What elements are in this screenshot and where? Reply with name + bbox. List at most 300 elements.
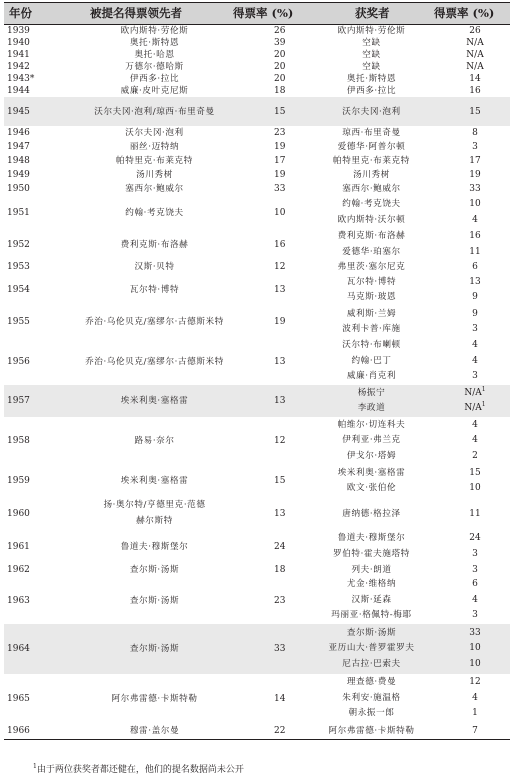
- table-row: [4, 274, 510, 306]
- winner-cell-line: 奥托·斯特恩: [346, 74, 397, 84]
- winner-pct-cell-line: 4: [472, 435, 478, 446]
- footnote: [33, 762, 244, 775]
- nominee-pct-cell: 20: [274, 50, 286, 60]
- year-cell: 1962: [7, 565, 30, 575]
- nominee-cell-line: 万德尔·德哈斯: [125, 62, 184, 72]
- winner-cell-line: 塞西尔·鲍威尔: [342, 184, 401, 194]
- winner-pct-cell-line: 9: [472, 308, 478, 319]
- year-cell: 1964: [7, 644, 30, 654]
- winner-cell: [304, 260, 439, 274]
- nominee-pct-cell: 24: [274, 541, 286, 552]
- winner-cell: [304, 338, 439, 385]
- table-row: [4, 229, 510, 260]
- winner-cell-line: 欧文·张伯伦: [346, 483, 397, 493]
- winner-cell-line: 亚历山大·普罗霍罗夫: [328, 643, 415, 654]
- table-row: [4, 465, 510, 497]
- nomination-table: [4, 2, 510, 740]
- winner-pct-cell-line: 10: [469, 483, 481, 493]
- winner-cell: [304, 465, 439, 497]
- winner-pct-cell-line: 10: [469, 658, 481, 669]
- nominee-cell-line: 阿尔弗雷德·卡斯特勒: [111, 693, 198, 704]
- winner-pct-cell-line: 13: [469, 276, 481, 287]
- nominee-cell-line: 费利克斯·布洛赫: [120, 239, 189, 250]
- nominee-pct-cell: 12: [274, 262, 286, 272]
- winner-pct-cell-line: 1: [472, 708, 478, 719]
- winner-pct-cell: [456, 260, 494, 274]
- footnote-ref: 1: [481, 385, 486, 393]
- year-cell: 1952: [7, 239, 30, 250]
- winner-pct-cell-line: $N/A^1$: [464, 401, 486, 413]
- nominee-cell: [52, 674, 257, 723]
- winner-pct-cell-line: 6: [472, 579, 478, 590]
- winner-cell: [304, 497, 439, 530]
- winner-pct-cell-line: N/A: [466, 50, 484, 60]
- winner-pct-cell-line: 4: [472, 692, 478, 703]
- winner-cell-line: 伊戈尔·塔姆: [346, 450, 397, 461]
- nominee-cell: [52, 196, 257, 229]
- nominee-pct-cell: 13: [274, 396, 286, 406]
- nominee-cell: [52, 97, 257, 126]
- year-cell: 1956: [7, 356, 30, 367]
- winner-pct-cell-line: 3: [472, 371, 478, 382]
- nominee-pct-cell: 15: [274, 476, 286, 486]
- winner-pct-cell-line: 3: [472, 142, 478, 152]
- table-row: [4, 674, 510, 723]
- year-cell: 1945: [7, 106, 30, 117]
- winner-cell-line: 爱德华·珀塞尔: [342, 246, 401, 257]
- winner-cell-line: 尤金·维格纳: [346, 579, 397, 590]
- nominee-cell: [52, 497, 257, 530]
- table-row: [4, 25, 510, 37]
- winner-cell-line: 欧内斯特·沃尔顿: [337, 214, 406, 225]
- nominee-cell: [52, 274, 257, 306]
- nominee-cell: [52, 385, 257, 417]
- winner-pct-cell-line: 3: [472, 610, 478, 621]
- winner-cell: [304, 73, 439, 85]
- winner-pct-cell-line: 3: [472, 324, 478, 334]
- winner-pct-cell: [456, 168, 494, 182]
- winner-pct-cell-line: 4: [472, 214, 478, 225]
- nominee-pct-cell: 17: [274, 156, 286, 166]
- table-row: [4, 260, 510, 274]
- nominee-cell-line: 帕特里克·布莱克特: [116, 156, 193, 166]
- nominee-pct-cell: 33: [274, 644, 286, 654]
- winner-cell: [304, 674, 439, 723]
- winner-pct-cell-line: 24: [469, 533, 481, 543]
- winner-cell: [304, 563, 439, 577]
- nominee-cell-line: 埃米利奥·塞格雷: [120, 476, 189, 486]
- year-cell: 1942: [7, 62, 30, 72]
- winner-cell: [304, 577, 439, 624]
- year-cell: 1940: [7, 38, 30, 48]
- winner-pct-cell: [456, 563, 494, 577]
- winner-cell-line: 唐纳德·格拉泽: [342, 508, 401, 519]
- winner-pct-cell-line: 7: [472, 726, 478, 736]
- year-cell: 1941: [7, 50, 30, 60]
- winner-pct-cell-line: N/A: [466, 62, 484, 72]
- table-row: [4, 196, 510, 229]
- nominee-cell: [52, 338, 257, 385]
- table-row: [4, 624, 510, 674]
- table-row: [4, 49, 510, 61]
- nominee-pct-cell: 16: [274, 239, 286, 250]
- nominee-cell-line: 查尔斯·汤斯: [129, 644, 180, 654]
- nominee-cell-line: 扬·奥尔特/亨德里克·范德: [103, 500, 206, 510]
- winner-cell-line: 伊西多·拉比: [346, 86, 397, 96]
- table-row: [4, 723, 510, 740]
- winner-cell: [304, 723, 439, 739]
- nominee-cell-line: 威廉·皮叶克尼斯: [120, 86, 189, 96]
- winner-pct-cell: [456, 25, 494, 37]
- winner-pct-cell: [456, 338, 494, 385]
- winner-pct-cell-line: 9: [472, 292, 478, 302]
- winner-cell-line: 伊利亚·弗兰克: [342, 435, 401, 446]
- nominee-cell-line: 约翰·考克饶夫: [125, 207, 184, 218]
- table-body: [4, 25, 510, 740]
- winner-pct-cell-line: 10: [469, 643, 481, 654]
- nominee-cell: [52, 61, 257, 73]
- nominee-cell-line: 查尔斯·汤斯: [129, 595, 180, 606]
- year-cell: 1947: [7, 142, 30, 152]
- nominee-pct-cell: 18: [274, 565, 286, 575]
- year-cell: 1966: [7, 726, 30, 736]
- nominee-pct-cell: 13: [274, 356, 286, 367]
- winner-pct-cell-line: 17: [469, 156, 481, 166]
- nominee-cell-line: 沃尔夫冈·泡利/琼西·布里奇曼: [94, 106, 215, 117]
- winner-cell: [304, 37, 439, 49]
- nominee-cell-line: 埃米利奥·塞格雷: [120, 396, 189, 406]
- winner-cell: [304, 306, 439, 338]
- winner-cell: [304, 61, 439, 73]
- winner-pct-cell: [456, 385, 494, 417]
- year-cell: 1949: [7, 170, 30, 180]
- year-cell: 1954: [7, 285, 30, 295]
- nominee-pct-cell: 33: [274, 184, 286, 194]
- winner-cell-line: 帕特里克·布莱克特: [333, 156, 410, 166]
- header-year: 年份: [9, 6, 32, 20]
- nominee-pct-cell: 23: [274, 128, 286, 138]
- winner-pct-cell-line: 3: [472, 548, 478, 559]
- table-row: [4, 530, 510, 563]
- winner-cell-line: 威利斯·兰姆: [346, 308, 397, 319]
- nominee-cell: [52, 154, 257, 168]
- table-row: [4, 85, 510, 97]
- winner-cell: [304, 97, 439, 126]
- winner-cell-line: 约翰·考克饶夫: [342, 199, 401, 209]
- winner-pct-cell: [456, 577, 494, 624]
- winner-pct-cell: [456, 229, 494, 260]
- winner-pct-cell-line: $N/A^1$: [464, 385, 486, 398]
- nominee-cell: [52, 624, 257, 674]
- nominee-cell: [52, 182, 257, 196]
- nominee-pct-cell: 19: [274, 142, 286, 152]
- winner-pct-cell: [456, 497, 494, 530]
- table-row: [4, 577, 510, 624]
- nominee-cell: [52, 723, 257, 739]
- nominee-pct-cell: 20: [274, 74, 286, 84]
- nominee-cell-line: 汉斯·贝特: [134, 262, 175, 272]
- table-row: [4, 497, 510, 530]
- nominee-pct-cell: 12: [274, 436, 286, 446]
- winner-cell: [304, 49, 439, 61]
- nominee-cell: [52, 563, 257, 577]
- winner-cell: [304, 274, 439, 306]
- nominee-cell-line: 奥托·斯特恩: [129, 38, 180, 48]
- winner-pct-cell-line: 6: [472, 262, 478, 272]
- nominee-pct-cell: 19: [274, 317, 286, 327]
- winner-pct-cell-line: 3: [472, 565, 478, 575]
- winner-pct-cell-line: 33: [469, 627, 481, 638]
- winner-cell-line: 列夫·朗道: [351, 565, 392, 575]
- winner-cell-line: 罗伯特·霍夫施塔特: [333, 548, 410, 559]
- winner-pct-cell: [456, 182, 494, 196]
- winner-cell: [304, 126, 439, 140]
- nominee-cell: [52, 465, 257, 497]
- winner-cell-line: 空缺: [362, 50, 381, 60]
- table-row: [4, 97, 510, 126]
- winner-cell-line: 朝永振一郎: [348, 708, 395, 719]
- year-cell: 1950: [7, 184, 30, 194]
- year-cell: 1946: [7, 128, 30, 138]
- winner-cell-line: 费利克斯·布洛赫: [337, 231, 406, 241]
- nominee-cell: [52, 306, 257, 338]
- winner-cell-line: 约翰·巴丁: [351, 355, 392, 366]
- nominee-cell-line: 丽丝·迈特纳: [129, 142, 180, 152]
- table-row: [4, 73, 510, 85]
- nominee-cell-line: 瓦尔特·博特: [129, 285, 180, 295]
- winner-cell-line: 波利卡普·库施: [342, 324, 401, 334]
- nominee-cell-line: 奥托·哈恩: [134, 50, 175, 60]
- winner-pct-cell-line: 11: [469, 508, 481, 519]
- winner-pct-cell-line: 4: [472, 340, 478, 351]
- winner-pct-cell: [456, 417, 494, 465]
- winner-pct-cell-line: 4: [472, 594, 478, 605]
- year-cell: 1951: [7, 207, 30, 218]
- nominee-cell-line: 汤川秀树: [136, 170, 173, 180]
- year-cell: 1965: [7, 693, 30, 704]
- winner-pct-cell-line: 15: [469, 467, 481, 478]
- winner-pct-cell-line: 26: [469, 26, 481, 36]
- winner-cell: [304, 168, 439, 182]
- winner-pct-cell: [456, 624, 494, 674]
- winner-pct-cell: [456, 49, 494, 61]
- nominee-cell-line: 路易·奈尔: [134, 436, 175, 446]
- winner-cell-line: 欧内斯特·劳伦斯: [337, 26, 406, 36]
- winner-cell-line: 威廉·肖克利: [346, 371, 397, 382]
- winner-pct-cell: [456, 85, 494, 97]
- winner-cell: [304, 154, 439, 168]
- winner-pct-cell: [456, 61, 494, 73]
- winner-pct-cell: [456, 97, 494, 126]
- winner-pct-cell-line: 14: [469, 74, 481, 84]
- nominee-cell: [52, 417, 257, 465]
- winner-pct-cell: [456, 196, 494, 229]
- table-header: [4, 2, 510, 25]
- winner-pct-cell: [456, 126, 494, 140]
- winner-cell-line: 马克斯·玻恩: [346, 292, 397, 302]
- nominee-cell: [52, 37, 257, 49]
- footnote-mark: 1: [33, 763, 37, 770]
- winner-cell-line: 沃尔特·布喇顿: [342, 340, 401, 351]
- year-cell: 1961: [7, 541, 30, 552]
- winner-pct-cell-line: 8: [472, 128, 478, 138]
- table-row: [4, 154, 510, 168]
- winner-cell-line: 瓦尔特·博特: [346, 276, 397, 287]
- nominee-cell: [52, 229, 257, 260]
- nominee-pct-cell: 14: [274, 693, 286, 704]
- nominee-cell-line: 鲁道夫·穆斯堡尔: [120, 541, 189, 552]
- year-cell: 1957: [7, 396, 30, 406]
- winner-pct-cell-line: 16: [469, 231, 481, 241]
- winner-cell: [304, 417, 439, 465]
- table-row: [4, 385, 510, 417]
- winner-cell-line: 玛丽亚·格佩特-梅耶: [331, 610, 412, 621]
- nominee-pct-cell: 20: [274, 62, 286, 72]
- nominee-cell: [52, 49, 257, 61]
- nominee-pct-cell: 13: [274, 508, 286, 519]
- nominee-pct-cell: 26: [274, 26, 286, 36]
- winner-cell: [304, 182, 439, 196]
- footnote-text: 由于两位获奖者都还健在，他们的提名数据尚未公开: [36, 765, 244, 775]
- winner-cell: [304, 25, 439, 37]
- winner-pct-cell-line: 4: [472, 419, 478, 430]
- year-cell: 1948: [7, 156, 30, 166]
- winner-cell-line: 阿尔弗雷德·卡斯特勒: [328, 726, 415, 736]
- year-cell: 1944: [7, 86, 30, 96]
- winner-cell-line: 沃尔夫冈·泡利: [342, 106, 401, 117]
- winner-cell: [304, 85, 439, 97]
- winner-cell: [304, 229, 439, 260]
- winner-cell: [304, 385, 439, 417]
- year-cell: 1955: [7, 317, 30, 327]
- year-cell: 1953: [7, 262, 30, 272]
- winner-cell-line: 埃米利奥·塞格雷: [337, 467, 406, 478]
- nominee-cell-line: 欧内斯特·劳伦斯: [120, 26, 189, 36]
- winner-pct-cell: [456, 723, 494, 739]
- header-winner: 获奖者: [355, 6, 390, 20]
- nominee-cell-line: 穆雷·盖尔曼: [129, 726, 180, 736]
- header-nominee: 被提名得票领先者: [90, 6, 182, 20]
- table-row: [4, 306, 510, 338]
- winner-cell-line: 尼古拉·巴索夫: [342, 658, 401, 669]
- winner-cell: [304, 624, 439, 674]
- nominee-pct-cell: 22: [274, 726, 286, 736]
- year-cell: 1963: [7, 595, 30, 606]
- winner-cell-line: 杨振宁: [357, 387, 386, 398]
- year-cell: 1958: [7, 436, 30, 446]
- winner-pct-cell-line: 11: [469, 246, 481, 257]
- nominee-pct-cell: 18: [274, 86, 286, 96]
- nominee-cell-line: 赫尔斯特: [136, 515, 173, 526]
- year-cell: 1960: [7, 508, 30, 519]
- table-row: [4, 126, 510, 140]
- winner-cell-line: 鲁道夫·穆斯堡尔: [337, 533, 406, 543]
- nominee-cell-line: 乔治·乌伦贝克/塞缪尔·古德斯米特: [85, 317, 224, 327]
- nominee-cell-line: 伊西多·拉比: [129, 74, 180, 84]
- nominee-cell: [52, 85, 257, 97]
- winner-pct-cell: [456, 274, 494, 306]
- winner-pct-cell: [456, 140, 494, 154]
- table-row: [4, 417, 510, 465]
- winner-pct-cell-line: N/A: [466, 38, 484, 48]
- winner-pct-cell: [456, 530, 494, 563]
- winner-cell-line: 空缺: [362, 38, 381, 48]
- nominee-pct-cell: 13: [274, 285, 286, 295]
- nominee-pct-cell: 10: [274, 207, 286, 218]
- winner-cell-line: 朱利安·施温格: [342, 692, 401, 703]
- nominee-cell: [52, 126, 257, 140]
- year-cell: 1943*: [7, 74, 35, 84]
- table-row: [4, 563, 510, 577]
- nominee-cell-line: 乔治·乌伦贝克/塞缪尔·古德斯米特: [85, 356, 224, 367]
- winner-cell-line: 弗里茨·塞尔尼克: [337, 262, 406, 272]
- winner-pct-cell: [456, 73, 494, 85]
- year-cell: 1959: [7, 476, 30, 486]
- winner-pct-cell-line: 2: [472, 450, 478, 461]
- winner-cell-line: 查尔斯·汤斯: [346, 627, 397, 638]
- winner-cell: [304, 140, 439, 154]
- winner-cell-line: 李政道: [357, 403, 386, 413]
- winner-pct-cell-line: 4: [472, 355, 478, 366]
- nominee-cell: [52, 577, 257, 624]
- winner-cell-line: 空缺: [362, 62, 381, 72]
- winner-pct-cell-line: 15: [469, 106, 481, 117]
- nominee-pct-cell: 19: [274, 170, 286, 180]
- nominee-pct-cell: 23: [274, 595, 286, 606]
- footnote-ref: 1: [481, 401, 486, 408]
- nominee-pct-cell: 39: [274, 38, 286, 48]
- winner-pct-cell-line: 16: [469, 86, 481, 96]
- table-row: [4, 140, 510, 154]
- nominee-cell: [52, 260, 257, 274]
- winner-pct-cell-line: 10: [469, 199, 481, 209]
- winner-pct-cell: [456, 154, 494, 168]
- table-row: [4, 61, 510, 73]
- nominee-pct-cell: 15: [274, 106, 286, 117]
- winner-cell-line: 帕维尔·切连科夫: [337, 419, 406, 430]
- winner-cell-line: 琼西·布里奇曼: [342, 128, 401, 138]
- winner-pct-cell-line: 12: [469, 677, 481, 688]
- nominee-cell: [52, 140, 257, 154]
- table-row: [4, 338, 510, 385]
- winner-cell-line: 理查德·费曼: [346, 677, 397, 688]
- nominee-cell: [52, 530, 257, 563]
- winner-pct-cell-line: 33: [469, 184, 481, 194]
- nominee-cell-line: 查尔斯·汤斯: [129, 565, 180, 575]
- header-winner-pct: 得票率 (%): [434, 6, 495, 20]
- winner-pct-cell: [456, 674, 494, 723]
- winner-pct-cell: [456, 37, 494, 49]
- winner-cell-line: 爱德华·阿普尔顿: [337, 142, 406, 152]
- winner-pct-cell: [456, 465, 494, 497]
- winner-cell: [304, 530, 439, 563]
- nominee-cell: [52, 25, 257, 37]
- nominee-cell-line: 沃尔夫冈·泡利: [125, 128, 184, 138]
- nominee-cell: [52, 168, 257, 182]
- winner-pct-cell-line: 19: [469, 170, 481, 180]
- winner-cell-line: 汤川秀树: [353, 170, 390, 180]
- winner-cell-line: 汉斯·延森: [351, 594, 392, 605]
- nominee-cell-line: 塞西尔·鲍威尔: [125, 184, 184, 194]
- nominee-cell: [52, 73, 257, 85]
- table-row: [4, 37, 510, 49]
- winner-pct-cell: [456, 306, 494, 338]
- table-row: [4, 182, 510, 196]
- year-cell: 1939: [7, 26, 30, 36]
- header-nominee-pct: 得票率 (%): [233, 6, 294, 20]
- winner-cell: [304, 196, 439, 229]
- table-row: [4, 168, 510, 182]
